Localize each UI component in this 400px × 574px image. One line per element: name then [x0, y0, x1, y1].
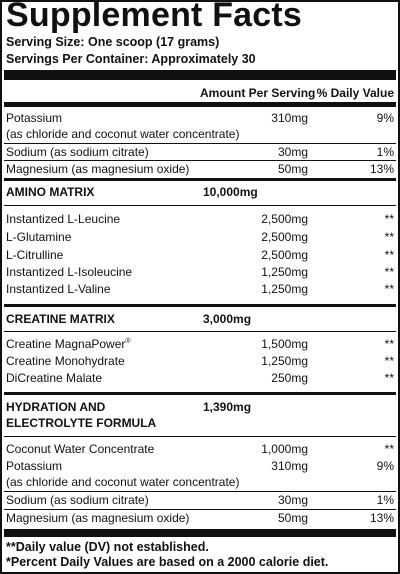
nutrient-name: Potassium: [6, 459, 63, 473]
ingredient-dv: **: [384, 442, 394, 456]
section-amount: 3,000mg: [203, 312, 252, 326]
section-title: CREATINE MATRIX: [6, 312, 115, 326]
ingredient-dv: **: [384, 282, 394, 296]
ingredient-name: Instantized L-Isoleucine: [6, 265, 133, 279]
ingredient-amount: 1,500mg: [261, 337, 308, 351]
ingredient-dv: **: [384, 230, 394, 244]
nutrient-amount: 30mg: [277, 493, 308, 507]
footnote-dv-not-established: **Daily value (DV) not established.: [6, 540, 209, 554]
serving-size: Serving Size: One scoop (17 grams): [6, 35, 220, 49]
nutrient-name: Sodium (as sodium citrate): [6, 145, 149, 159]
ingredient-amount: 1,250mg: [261, 354, 308, 368]
nutrient-row: [6, 459, 394, 475]
nutrient-dv: 1%: [376, 493, 394, 507]
row-divider: [4, 143, 396, 144]
col-dv-header: % Daily Value: [316, 86, 394, 100]
ingredient-amount: 2,500mg: [261, 230, 308, 244]
creatine-matrix-header: [6, 312, 394, 326]
ingredient-row: [6, 354, 394, 370]
section-divider: [4, 392, 396, 395]
hydration-formula-header-line2: [6, 416, 394, 430]
nutrient-name: Potassium: [6, 111, 63, 125]
ingredient-row: [6, 212, 394, 228]
amino-matrix-header: [6, 185, 394, 199]
section-title: AMINO MATRIX: [6, 185, 95, 199]
panel-title: Supplement Facts: [6, 0, 303, 34]
nutrient-row: [6, 127, 394, 143]
ingredient-dv: **: [384, 371, 394, 385]
ingredient-name: Instantized L-Leucine: [6, 212, 121, 226]
nutrient-row: [6, 111, 394, 127]
thick-divider: [4, 70, 396, 80]
ingredient-name: L-Glutamine: [6, 230, 72, 244]
row-divider: [4, 509, 396, 510]
ingredient-amount: 1,250mg: [261, 265, 308, 279]
nutrient-row: [6, 493, 394, 509]
col-amount-header: Amount Per Serving: [200, 86, 316, 100]
nutrient-amount: 30mg: [277, 145, 308, 159]
hydration-formula-header: [6, 400, 394, 414]
footnote-percent-basis: *Percent Daily Values are based on a 2000 calorie diet.: [6, 555, 329, 569]
section-title-line2: ELECTROLYTE FORMULA: [6, 416, 157, 430]
ingredient-name: L-Citrulline: [6, 248, 64, 262]
section-divider: [4, 178, 396, 181]
nutrient-name: Magnesium (as magnesium oxide): [6, 511, 190, 525]
nutrient-name: Sodium (as sodium citrate): [6, 493, 149, 507]
ingredient-row: [6, 230, 394, 246]
nutrient-amount: 50mg: [277, 511, 308, 525]
ingredient-dv: **: [384, 248, 394, 262]
header-divider: [4, 102, 396, 107]
ingredient-dv: **: [384, 337, 394, 351]
row-divider: [4, 331, 396, 332]
nutrient-amount: 310mg: [271, 459, 308, 473]
nutrient-row: [6, 475, 394, 491]
nutrient-dv: 9%: [376, 111, 394, 125]
nutrient-dv: 1%: [376, 145, 394, 159]
ingredient-name: Creatine Monohydrate: [6, 354, 125, 368]
thick-divider-bottom: [4, 529, 396, 537]
ingredient-row: [6, 442, 394, 458]
nutrient-row: [6, 511, 394, 527]
nutrient-name: Magnesium (as magnesium oxide): [6, 162, 190, 176]
servings-per-container: Servings Per Container: Approximately 30: [6, 52, 256, 66]
ingredient-row: [6, 371, 394, 387]
nutrient-row: [6, 145, 394, 161]
ingredient-name: DiCreatine Malate: [6, 371, 103, 385]
nutrient-name: (as chloride and coconut water concentrate): [6, 475, 240, 489]
ingredient-name: [6, 337, 131, 351]
row-divider: [4, 160, 396, 161]
ingredient-dv: **: [384, 354, 394, 368]
section-title-line1: HYDRATION AND: [6, 400, 106, 414]
section-amount: 1,390mg: [203, 400, 252, 414]
ingredient-name-text: Creatine MagnaPower: [6, 337, 126, 351]
ingredient-row: [6, 265, 394, 281]
nutrient-amount: 50mg: [277, 162, 308, 176]
nutrient-dv: 9%: [376, 459, 394, 473]
ingredient-dv: **: [384, 265, 394, 279]
nutrient-row: [6, 162, 394, 178]
ingredient-row: [6, 337, 394, 353]
ingredient-row: [6, 282, 394, 298]
nutrient-name: (as chloride and coconut water concentrate): [6, 127, 240, 141]
section-amount: 10,000mg: [203, 185, 258, 199]
registered-mark: ®: [125, 338, 131, 345]
ingredient-amount: 250mg: [271, 371, 308, 385]
ingredient-amount: 2,500mg: [261, 212, 308, 226]
ingredient-dv: **: [384, 212, 394, 226]
ingredient-amount: 2,500mg: [261, 248, 308, 262]
ingredient-amount: 1,000mg: [261, 442, 308, 456]
row-divider: [4, 436, 396, 437]
ingredient-name: Coconut Water Concentrate: [6, 442, 155, 456]
section-divider: [4, 304, 396, 307]
ingredient-amount: 1,250mg: [261, 282, 308, 296]
row-divider: [4, 205, 396, 206]
nutrient-dv: 13%: [369, 162, 394, 176]
ingredient-row: [6, 248, 394, 264]
ingredient-name: Instantized L-Valine: [6, 282, 111, 296]
nutrient-amount: 310mg: [271, 111, 308, 125]
nutrient-dv: 13%: [369, 511, 394, 525]
row-divider: [4, 491, 396, 492]
